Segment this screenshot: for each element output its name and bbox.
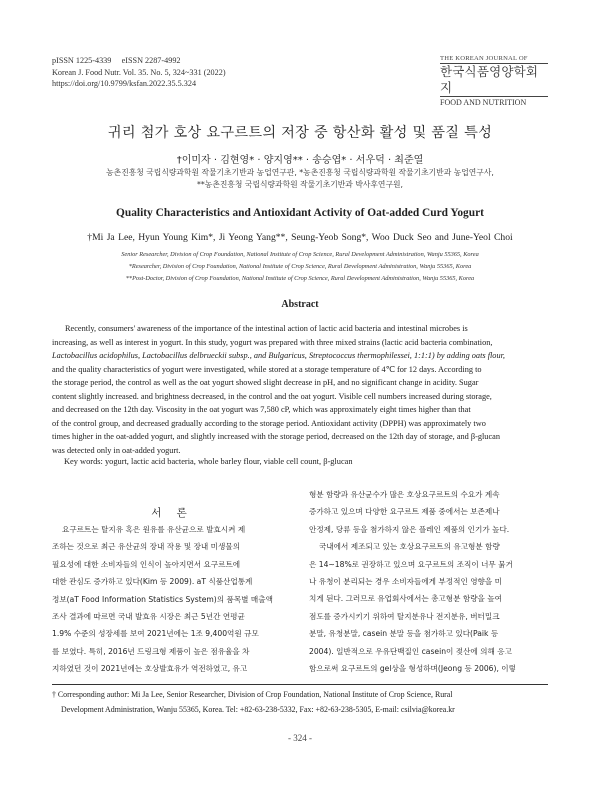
- citation-line: Korean J. Food Nutr. Vol. 35. No. 5, 324~331 (2022): [52, 67, 226, 77]
- footnote-line: † Corresponding author: Mi Ja Lee, Senior Researcher, Division of Crop Foundation, National Institute of Crop Science, Rural: [52, 690, 453, 699]
- abstract-line: content slightly increased. and brightness decreased, in the control and the oat yogurt. Visible cell numbers increased during storage,: [52, 391, 492, 401]
- abstract-line: increasing, as well as interest in yogurt. In this study, yogurt was prepared with three mixed strains (lactic acid bacteria combination,: [52, 337, 493, 347]
- abstract-line: the storage period, the control as well as the oat yogurt showed slight decrease in pH, and no significant change in acidity. Sugar: [52, 378, 479, 388]
- page-number: - 324 -: [288, 733, 312, 743]
- paper-title-ko: 귀리 첨가 호상 요구르트의 저장 중 항산화 활성 및 품질 특성: [107, 125, 493, 141]
- abstract-line: was detected only in oat-added yogurt.: [52, 445, 181, 455]
- doi-link[interactable]: https://doi.org/10.9799/ksfan.2022.35.5.324: [52, 79, 197, 89]
- body-line: 정보(aT Food Information Statistics System)의 품목별 매출액: [52, 594, 273, 604]
- corresponding-author-footnote: [52, 688, 548, 717]
- body-line: 1.9% 수준의 성장세를 보여 2021년에는 1조 9,400억원 규모: [52, 629, 259, 639]
- body-line: 필요성에 대한 소비자들의 인식이 높아지면서 요구르트에: [52, 559, 241, 569]
- issn-line: pISSN 1225-4339 eISSN 2287-4992: [52, 56, 181, 65]
- body-line: 치게 된다. 그러므로 유업회사에서는 총고형분 함량을 높여: [309, 594, 502, 604]
- body-line: 함으로써 요구르트의 gel상을 형성하며(Jeong 등 2006), 이렇: [309, 664, 516, 674]
- body-line: 대한 관심도 증가하고 있다(Kim 등 2009). aT 식품산업통계: [52, 577, 253, 587]
- body-line: 요구르트는 탈지유 혹은 원유를 유산균으로 발효시켜 제: [62, 525, 246, 534]
- affiliation-en-3: **Post-Doctor, Division of Crop Foundation, National Institute of Crop Science, Rural Development Administration, Wanju 55365, Korea: [125, 275, 475, 282]
- abstract-line: Recently, consumers' awareness of the importance of the intestinal action of lactic acid bacteria and intestinal microbes is: [65, 324, 468, 333]
- abstract-line: of the control group, and decreased gradually according to the storage period. Antioxidant activity (DPPH) was approximately two: [52, 418, 486, 428]
- body-right-column: [309, 486, 549, 677]
- body-left-column: [52, 521, 292, 678]
- body-line: 점도를 증가시키기 위하여 탈지분유나 전지분유, 버터밀크: [309, 611, 500, 621]
- abstract-line: and the quality characteristics of yogurt were investigated, while stored at a storage temperature of 4℃ for 12 days. According to: [52, 364, 482, 374]
- abstract-line: Lactobacillus acidophilus, Lactobacillus delbrueckii subsp., and Bulgaricus, Streptococcus thermophilessei, 1:1:1) by adding oats flour,: [52, 351, 505, 361]
- journal-citation-block: [52, 55, 226, 90]
- body-line: 형분 함량과 유산균수가 많은 호상요구르트의 수요가 계속: [309, 490, 500, 499]
- body-line: 지하였던 것이 2021년에는 호상발효유가 역전하였고, 유고: [52, 664, 248, 674]
- footnote-divider: [52, 684, 548, 685]
- body-line: 조하는 것으로 최근 유산균의 장내 작용 및 장내 미생물의: [52, 542, 241, 552]
- authors-ko: †이미자 · 김현영* · 양지영** · 송승엽* · 서우덕 · 최준열: [176, 155, 424, 166]
- body-line: 나 유청이 분리되는 경우 소비자들에게 부정적인 영향을 미: [309, 577, 502, 587]
- abstract-heading: Abstract: [281, 299, 319, 310]
- abstract-body: [52, 322, 548, 457]
- journal-name-en-top: THE KOREAN JOURNAL OF: [440, 55, 548, 64]
- keywords: Key words: yogurt, lactic acid bacteria, whole barley flour, viable cell count, β-glucan: [64, 457, 353, 466]
- abstract-line: and decreased on the 12th day. Viscosity in the oat yogurt was 7,580 cP, which was approximately eight times higher than that: [52, 405, 471, 415]
- body-line: 증가하고 있으며 다양한 요구르트 제품 중에서는 보존제나: [309, 507, 500, 517]
- abstract-line: times higher in the oat-added yogurt, and slightly increased with the storage period, decreased on the 12th day of storage, and β-glucan: [52, 432, 500, 442]
- journal-logo: [440, 55, 548, 107]
- affiliation-en-2: *Researcher, Division of Crop Foundation, National Institute of Crop Science, Rural Development Administration, Wanju 55365, Korea: [128, 263, 472, 270]
- section-heading-introduction: 서 론: [151, 507, 193, 519]
- authors-en: †Mi Ja Lee, Hyun Young Kim*, Ji Yeong Yang**, Seung-Yeob Song*, Woo Duck Seo and June-Yeol Choi: [87, 232, 513, 243]
- body-line: 를 보였다. 특히, 2016년 드링크형 제품이 높은 점유율을 차: [52, 646, 250, 656]
- paper-title-en: Quality Characteristics and Antioxidant Activity of Oat-added Curd Yogurt: [116, 207, 484, 219]
- body-line: 분말, 유청분말, casein 분말 등을 첨가하고 있다(Paik 등: [309, 629, 499, 639]
- journal-name-ko: 한국식품영양학회지: [440, 64, 539, 95]
- body-line: 2004). 일반적으로 우유단백질인 casein이 젖산에 의해 응고: [309, 646, 512, 656]
- affiliation-en-1: Senior Researcher, Division of Crop Foundation, National Institute of Crop Science, Rural Development Administration, Wanju 55365, Korea: [121, 251, 479, 258]
- body-line: 조사 결과에 따르면 국내 발효유 시장은 최근 5년간 연평균: [52, 612, 245, 622]
- footnote-line: Development Administration, Wanju 55365, Korea. Tel: +82-63-238-5332, Fax: +82-63-238-5305, E-mail: csilvia@korea.kr: [61, 704, 455, 714]
- body-line: 안정제, 당류 등을 첨가하지 않은 플레인 제품의 인기가 높다.: [309, 524, 510, 534]
- body-line: 국내에서 제조되고 있는 호상요구르트의 유고형분 함량: [319, 542, 500, 552]
- affiliation-ko-2: **농촌진흥청 국립식량과학원 작물기초기반과 박사후연구원,: [196, 180, 403, 189]
- journal-name-en-bottom: FOOD AND NUTRITION: [440, 96, 548, 107]
- affiliation-ko-1: 농촌진흥청 국립식량과학원 작물기초기반과 농업연구관, *농촌진흥청 국립식량과학원 작물기초기반과 농업연구사,: [106, 168, 494, 177]
- body-line: 은 14~18%로 권장하고 있으며 요구르트의 조직이 너무 묽거: [309, 559, 513, 569]
